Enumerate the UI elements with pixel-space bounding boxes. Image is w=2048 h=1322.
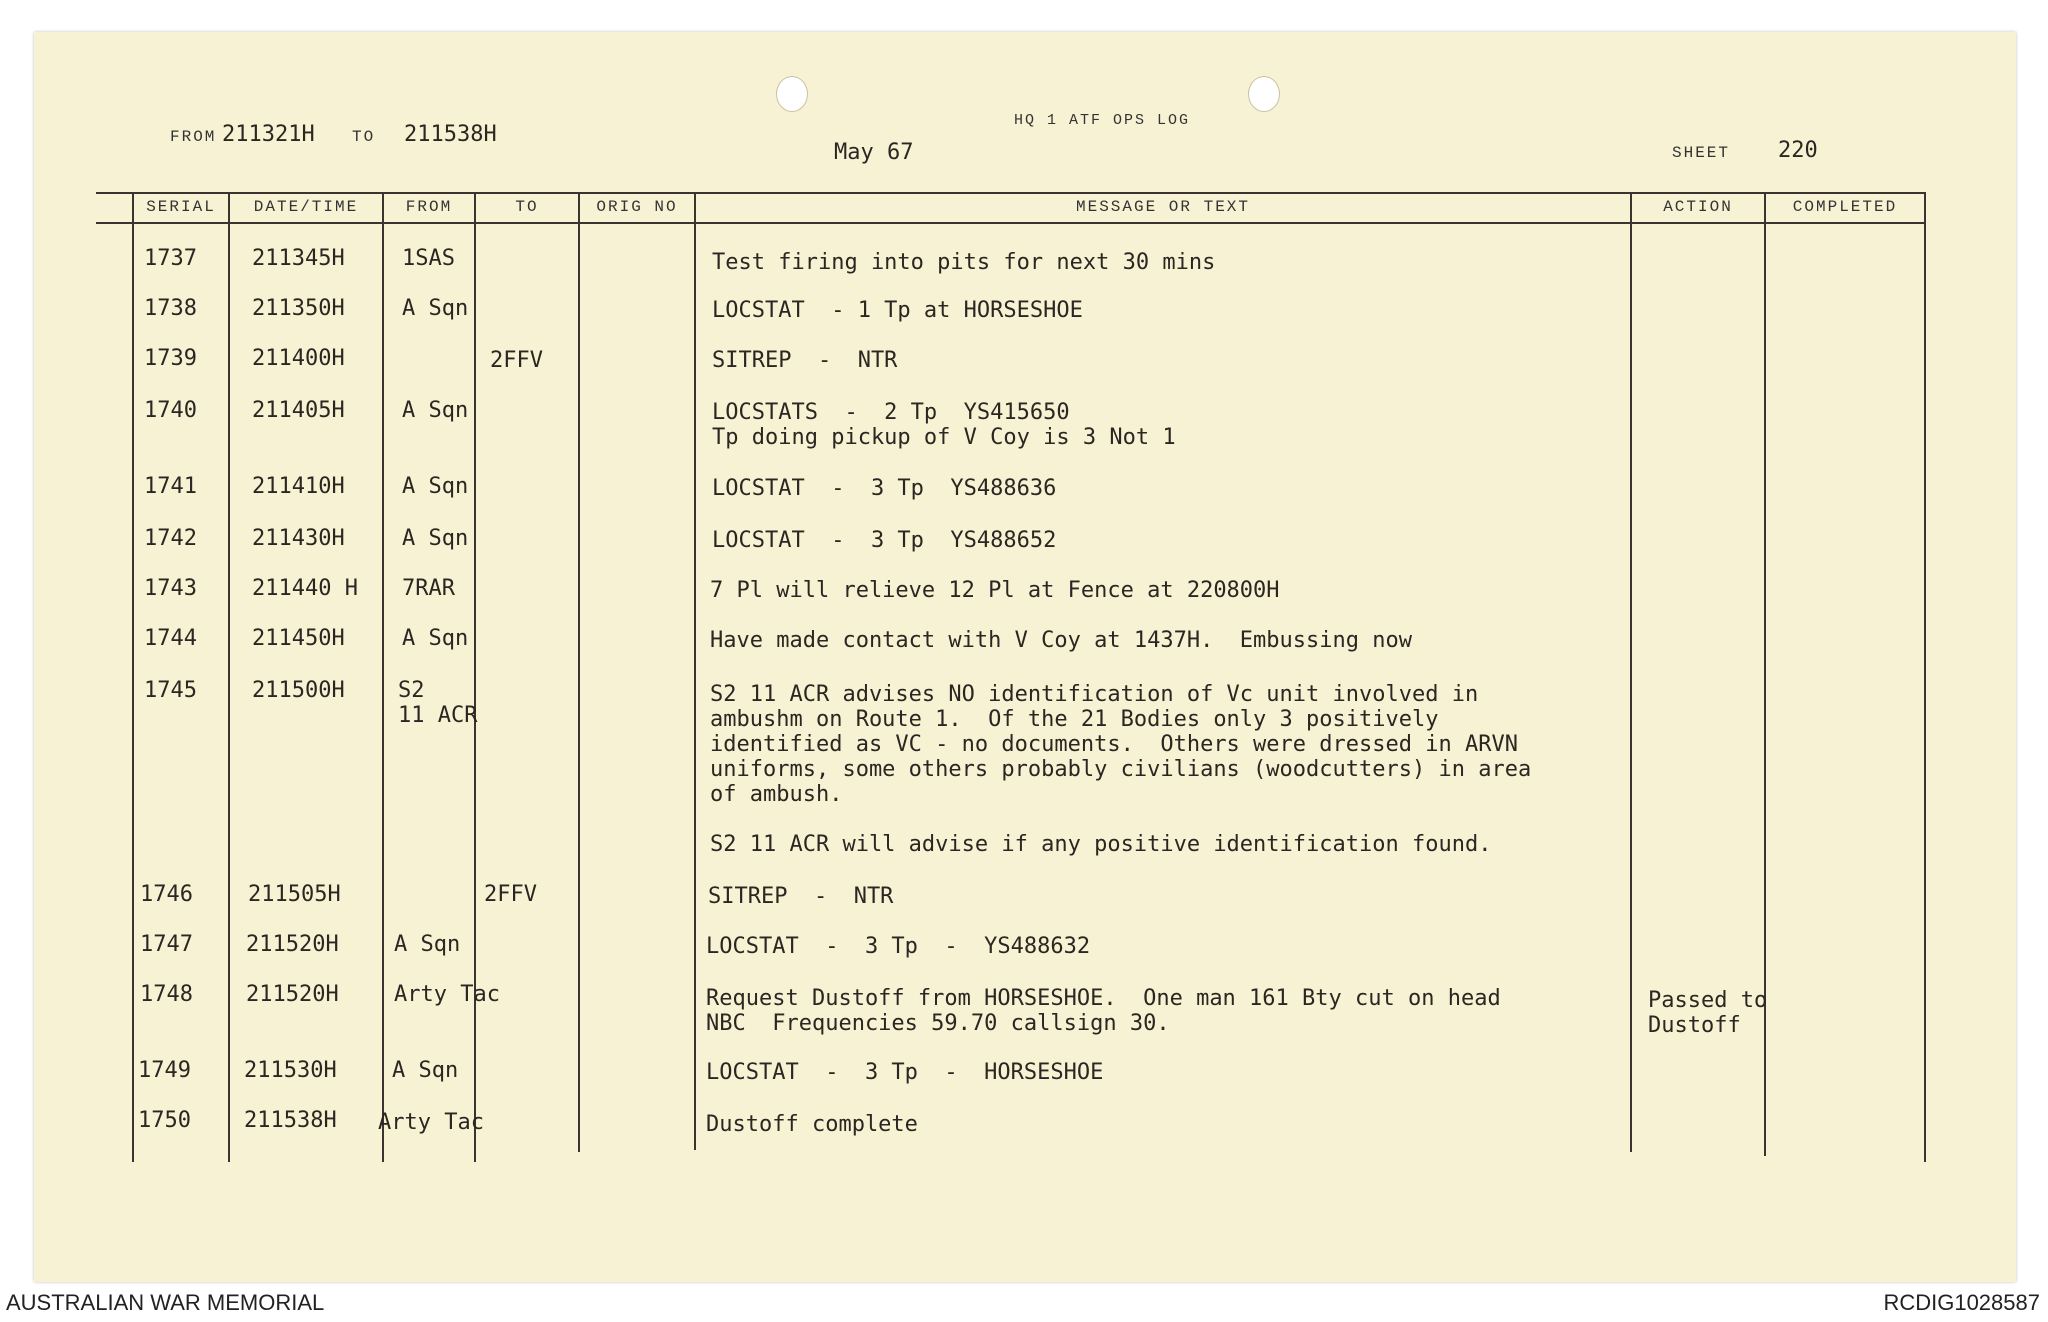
message-cell: SITREP - NTR <box>708 884 894 909</box>
from-cell: A Sqn <box>402 296 469 321</box>
col-divider <box>578 192 580 1152</box>
from-cell: S2 11 ACR <box>398 678 478 728</box>
col-header-from: FROM <box>405 198 453 216</box>
from-cell: A Sqn <box>402 474 469 499</box>
datetime-cell: 211410H <box>252 474 345 499</box>
serial-cell: 1739 <box>144 346 197 371</box>
serial-cell: 1741 <box>144 474 197 499</box>
sheet-label: SHEET <box>1672 144 1731 162</box>
col-divider <box>228 192 230 1162</box>
col-divider <box>694 192 696 1150</box>
message-cell: S2 11 ACR advises NO identification of Vc unit involved in ambushm on Route 1. Of the 21 Bodies only 3 positively identified as VC - no documents. Others were dressed in ARVN uniforms, some others probably civilians (woodcutters) in area of ambush. S2 11 ACR will advise if any positive identification found. <box>710 682 1532 857</box>
col-header-datetime: DATE/TIME <box>253 198 359 216</box>
datetime-cell: 211405H <box>252 398 345 423</box>
message-cell: LOCSTAT - 3 Tp YS488636 <box>712 476 1057 501</box>
to-cell: 2FFV <box>484 882 537 907</box>
action-cell: Passed to Dustoff <box>1648 988 1768 1038</box>
footer-record-id: RCDIG1028587 <box>1883 1290 2040 1315</box>
datetime-cell: 211400H <box>252 346 345 371</box>
punch-hole-left <box>776 76 808 112</box>
col-header-message: MESSAGE OR TEXT <box>1075 198 1251 216</box>
from-cell: A Sqn <box>394 932 461 957</box>
message-cell: LOCSTAT - 3 Tp YS488652 <box>712 528 1057 553</box>
datetime-cell: 211350H <box>252 296 345 321</box>
datetime-cell: 211505H <box>248 882 341 907</box>
from-cell: A Sqn <box>402 626 469 651</box>
serial-cell: 1743 <box>144 576 197 601</box>
sheet-number: 220 <box>1778 138 1818 163</box>
message-cell: LOCSTAT - 3 Tp - HORSESHOE <box>706 1060 1104 1085</box>
from-cell: A Sqn <box>402 398 469 423</box>
serial-cell: 1738 <box>144 296 197 321</box>
datetime-cell: 211430H <box>252 526 345 551</box>
from-label: FROM <box>170 128 217 146</box>
col-header-serial: SERIAL <box>146 198 216 216</box>
col-header-to: TO <box>515 198 539 216</box>
to-label: TO <box>352 128 376 146</box>
from-cell: Arty Tac <box>378 1110 484 1135</box>
message-cell: Test firing into pits for next 30 mins <box>712 250 1216 275</box>
serial-cell: 1749 <box>138 1058 191 1083</box>
col-header-completed: COMPLETED <box>1792 198 1898 216</box>
col-header-orig-no: ORIG NO <box>596 198 678 216</box>
datetime-cell: 211345H <box>252 246 345 271</box>
message-cell: LOCSTAT - 1 Tp at HORSESHOE <box>712 298 1083 323</box>
serial-cell: 1742 <box>144 526 197 551</box>
from-cell: Arty Tac <box>394 982 500 1007</box>
message-cell: SITREP - NTR <box>712 348 898 373</box>
to-cell: 2FFV <box>490 348 543 373</box>
datetime-cell: 211450H <box>252 626 345 651</box>
col-divider <box>132 192 134 1162</box>
serial-cell: 1748 <box>140 982 193 1007</box>
message-cell: LOCSTAT - 3 Tp - YS488632 <box>706 934 1091 959</box>
to-value: 211538H <box>404 122 497 147</box>
serial-cell: 1750 <box>138 1108 191 1133</box>
from-value: 211321H <box>222 122 315 147</box>
datetime-cell: 211538H <box>244 1108 337 1133</box>
serial-cell: 1737 <box>144 246 197 271</box>
serial-cell: 1740 <box>144 398 197 423</box>
datetime-cell: 211500H <box>252 678 345 703</box>
message-cell: LOCSTATS - 2 Tp YS415650 Tp doing pickup of V Coy is 3 Not 1 <box>712 400 1176 450</box>
serial-cell: 1747 <box>140 932 193 957</box>
col-divider <box>1924 192 1926 1162</box>
datetime-cell: 211440 H <box>252 576 358 601</box>
col-header-action: ACTION <box>1663 198 1733 216</box>
serial-cell: 1744 <box>144 626 197 651</box>
serial-cell: 1746 <box>140 882 193 907</box>
message-cell: Dustoff complete <box>706 1112 918 1137</box>
from-cell: A Sqn <box>402 526 469 551</box>
punch-hole-right <box>1248 76 1280 112</box>
serial-cell: 1745 <box>144 678 197 703</box>
message-cell: Request Dustoff from HORSESHOE. One man 161 Bty cut on head NBC Frequencies 59.70 callsign 30. <box>706 986 1501 1036</box>
datetime-cell: 211520H <box>246 982 339 1007</box>
header-bottom-rule <box>96 222 1926 224</box>
message-cell: Have made contact with V Coy at 1437H. Embussing now <box>710 628 1412 653</box>
log-table <box>96 192 1926 1192</box>
from-cell: A Sqn <box>392 1058 459 1083</box>
col-divider <box>1630 192 1632 1152</box>
datetime-cell: 211520H <box>246 932 339 957</box>
message-cell: 7 Pl will relieve 12 Pl at Fence at 220800H <box>710 578 1280 603</box>
col-divider <box>382 192 384 1162</box>
from-cell: 1SAS <box>402 246 455 271</box>
month-value: May 67 <box>834 140 914 165</box>
col-divider <box>474 192 476 1162</box>
page-title: HQ 1 ATF OPS LOG <box>1014 112 1191 129</box>
footer-institution: AUSTRALIAN WAR MEMORIAL <box>6 1290 325 1315</box>
datetime-cell: 211530H <box>244 1058 337 1083</box>
from-cell: 7RAR <box>402 576 455 601</box>
